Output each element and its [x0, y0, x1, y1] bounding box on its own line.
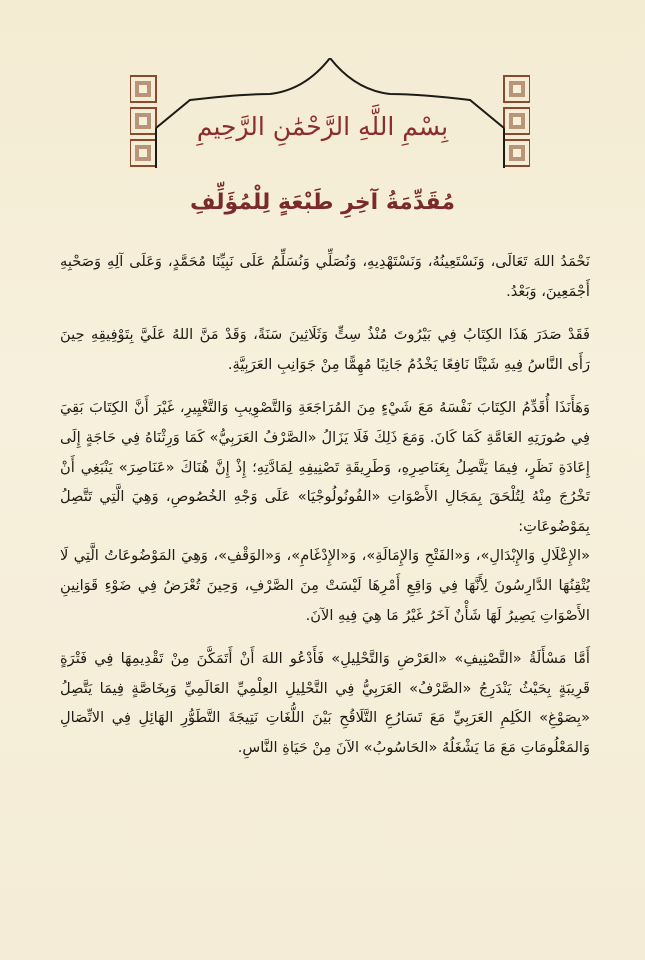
paragraph-2: فَقَدْ صَدَرَ هَذَا الكِتَابُ فِي بَيْرُوتَ مُنْذُ سِتٍّ وَثَلَاثِينَ سَنَةً، وَقَدْ مَنَّ اللهُ عَلَيَّ بِتَوْفِيقِهِ حِينَ رَأَى النَّاسُ فِيهِ شَيْئًا نَافِعًا يَخْدُمُ جَانِبًا مُهِمًّا مِنْ جَوَانِبِ العَرَبِيَّةِ.: [60, 326, 590, 373]
paragraph-3: وَهَأَنَذَا أُقَدِّمُ الكِتَابَ نَفْسَهُ مَعَ شَيْءٍ مِنَ المُرَاجَعَةِ وَالتَّصْوِيبِ وَالتَّغْيِيرِ، غَيْرَ أَنَّ الكِتَابَ بَقِيَ فِي صُورَتِهِ العَامَّةِ كَمَا كَانَ. وَمَعَ ذَلِكَ فَلَا يَزَالُ «الصَّرْفُ العَرَبِيُّ» كَمَا وَرِثْنَاهُ فِي حَاجَةٍ إِلَى إِعَادَةِ نَظَرٍ، فِيمَا يَتَّصِلُ بِعَنَاصِرِهِ، وَطَرِيقَةِ تَصْنِيفِهِ لِمَادَّتِهِ؛ إِذْ إِنَّ هُنَاكَ «عَنَاصِرَ» يَنْبَغِي أَنْ تَخْرُجَ مِنْهُ لِتُلْحَقَ بِمَجَالِ الأَصْوَاتِ «الفُونُولُوجْيَا» عَلَى وَجْهِ الخُصُوصِ، وَهِيَ الَّتِي تَتَّصِلُ بِمَوْضُوعَاتِ:: [60, 399, 590, 535]
basmala: بِسْمِ اللَّهِ الرَّحْمَٰنِ الرَّحِيمِ: [196, 112, 449, 141]
paragraph-1: نَحْمَدُ اللهَ تَعَالَى، وَنَسْتَعِينُهُ، وَنَسْتَهْدِيهِ، وَنُصَلِّي وَنُسَلِّمُ عَلَى نَبِيِّنَا مُحَمَّدٍ، وَعَلَى آلِهِ وَصَحْبِهِ أَجْمَعِينَ، وَبَعْدُ.: [60, 253, 590, 300]
page-title: مُقَدِّمَةُ آخِرِ طَبْعَةٍ لِلْمُؤَلِّفِ: [190, 190, 455, 215]
paragraph-5: أَمَّا مَسْأَلَةُ «التَّصْنِيفِ» «العَرْضِ وَالتَّحْلِيلِ» فَأَدْعُو اللهَ أَنْ أَتَمَكَّنَ مِنْ تَقْدِيمِهَا فِي فَتْرَةٍ قَرِيبَةٍ بِحَيْثُ يَنْدَرِجُ «الصَّرْفُ» العَرَبِيُّ فِي التَّحْلِيلِ العِلْمِيِّ العَالَمِيِّ وَبِخَاصَّةٍ فِيمَا يَتَّصِلُ «بِصَوْغِ» الكَلِمِ العَرَبِيِّ مَعَ تَسَارُعِ التَّلَاقُحِ بَيْنَ اللُّغَاتِ نَتِيجَةَ التَّطَوُّرِ الهَائِلِ فِي الاتِّصَالِ وَالمَعْلُومَاتِ مَعَ مَا يَشْغَلُهُ «الحَاسُوبُ» الآنَ مِنْ حَيَاةِ النَّاسِ.: [60, 650, 590, 756]
preface-body: [60, 247, 590, 777]
paragraph-4: «الإِعْلَالِ وَالإِبْدَالِ»، وَ«الفَتْحِ وَالإِمَالَةِ»، وَ«الإِدْغَامِ»، وَ«الوَقْفِ»، وَهِيَ المَوْضُوعَاتُ الَّتِي لَا يُتْقِنُهَا الدَّارِسُونَ لِأَنَّهَا فِي وَاقِعِ أَمْرِهَا لَيْسَتْ مِنَ الصَّرْفِ، وَحِينَ تُعْرَضُ فِي ضَوْءِ قَوَانِينِ الأَصْوَاتِ يَصِيرُ لَهَا شَأْنٌ آخَرُ غَيْرُ مَا هِيَ فِيهِ الآنَ.: [60, 547, 590, 624]
